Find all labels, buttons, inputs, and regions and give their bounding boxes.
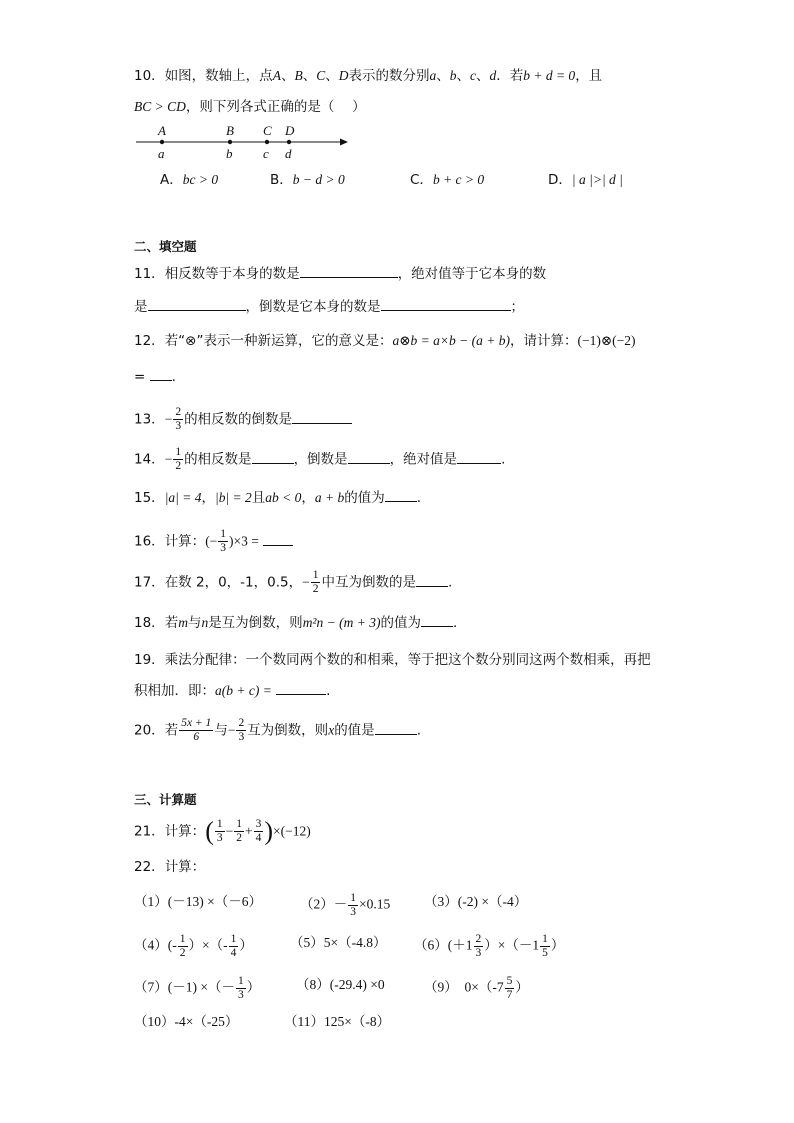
q22-title: 22．计算： [134, 859, 206, 875]
point-d-label: D [285, 123, 295, 138]
number-line-arrow [340, 139, 348, 146]
q14-fraction: $\frac{1}{2}$ [175, 446, 182, 472]
q19-line2: 积相加．即：a(b + c) = . [134, 680, 330, 701]
section-fill-in-title: 二、填空题 [134, 239, 197, 254]
q22-item-2-fraction: $\frac{1}{3}$ [350, 892, 356, 918]
q16-line: 16．计算：(− $\frac{1}{3}$ )×3 = [134, 528, 293, 555]
point-c-dot [265, 140, 269, 144]
q10-option-a: A．bc > 0 [160, 172, 219, 188]
q22-item-7-fraction: $\frac{1}{3}$ [237, 975, 244, 1001]
q11-line2: 是 ，倒数是它本身的数是 ； [134, 296, 524, 317]
q15-blank[interactable] [385, 487, 417, 502]
q14-blank-2[interactable] [348, 449, 390, 464]
q17-line: 17．在数 2，0，-1，0.5，− $\frac{1}{2}$ 中互为倒数的是 . [134, 569, 453, 595]
q22-item-4-fraction-2: $\frac{1}{4}$ [230, 933, 237, 959]
q19-line1: 19．乘法分配律：一个数同两个数的和相乘，等于把这个数分别同这两个数相乘，再把 [134, 652, 651, 668]
q13-fraction: $\frac{2}{3}$ [175, 406, 182, 432]
q12-line2: = . [134, 366, 176, 387]
q20-blank[interactable] [375, 720, 417, 735]
q18-line: 18．若m与n是互为倒数，则m²n − (m + 3)的值为 . [134, 612, 457, 633]
q22-item-7: （7）(－1) ×（－ $\frac{1}{3}$ ） [134, 975, 261, 1001]
q17-fraction: $\frac{1}{2}$ [312, 569, 319, 595]
point-a-dot [160, 140, 164, 144]
value-d-label: d [285, 146, 292, 161]
point-a-label: A [158, 123, 166, 138]
q10-option-c: C．b + c > 0 [410, 172, 485, 188]
value-a-label: a [158, 146, 165, 161]
point-b-label: B [226, 123, 234, 138]
number-line [130, 120, 360, 166]
q22-item-4: （4）(- $\frac{1}{2}$ ）×（- $\frac{1}{4}$ ） [134, 933, 253, 959]
q21-fraction-3: $\frac{3}{4}$ [255, 818, 262, 844]
q11-blank-1[interactable] [300, 263, 398, 278]
q22-item-6: （6）(＋1 $\frac{2}{3}$ ）×（－1 $\frac{1}{5}$ ） [414, 933, 565, 959]
q20-line: 20．若 $\frac{5x + 1}{6}$ 与− $\frac{2}{3}$ 互为倒数，则x的值是 . [134, 717, 421, 743]
q22-item-6-fraction-2: $\frac{1}{5}$ [542, 933, 548, 959]
q12-line1: 12．若“⊗”表示一种新运算，它的意义是：a⊗b = a×b − (a + b)，请计算：(−1)⊗(−2) [134, 333, 636, 349]
q12-blank[interactable] [150, 366, 172, 381]
q20-fraction-2: $\frac{2}{3}$ [238, 717, 245, 743]
q13-line: 13．− $\frac{2}{3}$ 的相反数的倒数是 [134, 406, 352, 433]
q22-item-5: （5）5×（-4.8） [290, 935, 387, 950]
q10-option-b: B．b − d > 0 [270, 172, 345, 188]
q21-line: 21．计算：( $\frac{1}{3}$ − $\frac{1}{2}$ + $\frac{3}{4}$ )×(−12) [134, 816, 311, 846]
value-c-label: c [263, 146, 269, 161]
q17-blank[interactable] [416, 572, 448, 587]
q15-line: 15．|a| = 4，|b| = 2且ab < 0，a + b的值为 . [134, 487, 421, 508]
q22-item-10: （10）-4×（-25） [134, 1014, 239, 1029]
q11-line1: 11．相反数等于本身的数是 ，绝对值等于它本身的数 [134, 263, 546, 284]
value-b-label: b [226, 146, 233, 161]
q10-stem-line1: 10．如图，数轴上，点A、B、C、D表示的数分别a、b、c、d．若b + d = 0，且 [134, 68, 603, 84]
point-c-label: C [263, 123, 272, 138]
q16-blank[interactable] [263, 531, 293, 546]
q22-item-9-fraction: $\frac{5}{7}$ [506, 975, 513, 1001]
q22-item-8: （8）(-29.4) ×0 [296, 977, 385, 992]
q22-item-2: （2）－ $\frac{1}{3}$ ×0.15 [300, 892, 391, 918]
q11-blank-3[interactable] [381, 296, 511, 311]
q10-option-d: D．| a |>| d | [548, 172, 623, 188]
q20-fraction-1: $\frac{5x + 1}{6}$ [181, 717, 212, 743]
q11-blank-2[interactable] [148, 296, 246, 311]
q14-blank-1[interactable] [252, 449, 294, 464]
q16-fraction: $\frac{1}{3}$ [220, 528, 227, 554]
q18-blank[interactable] [421, 612, 453, 627]
q14-blank-3[interactable] [457, 449, 501, 464]
q13-blank[interactable] [292, 409, 352, 424]
q22-item-4-fraction-1: $\frac{1}{2}$ [179, 933, 186, 959]
point-d-dot [287, 140, 291, 144]
point-b-dot [228, 140, 232, 144]
q22-item-1: （1）(－13) ×（－6） [134, 894, 262, 909]
q21-fraction-2: $\frac{1}{2}$ [236, 818, 242, 844]
q22-item-6-fraction-1: $\frac{2}{3}$ [475, 933, 482, 959]
q22-item-3: （3）(-2) ×（-4） [424, 894, 528, 909]
q19-blank[interactable] [276, 680, 326, 695]
q22-item-9: （9） 0×（-7 $\frac{5}{7}$ ） [424, 975, 529, 1001]
q14-line: 14．− $\frac{1}{2}$ 的相反数是 ，倒数是 ，绝对值是 . [134, 446, 506, 472]
q10-stem-line2: BC > CD，则下列各式正确的是（ ） [134, 99, 366, 115]
q22-item-11: （11）125×（-8） [284, 1014, 391, 1029]
section-calc-title: 三、计算题 [134, 792, 197, 807]
q21-fraction-1: $\frac{1}{3}$ [216, 818, 223, 844]
